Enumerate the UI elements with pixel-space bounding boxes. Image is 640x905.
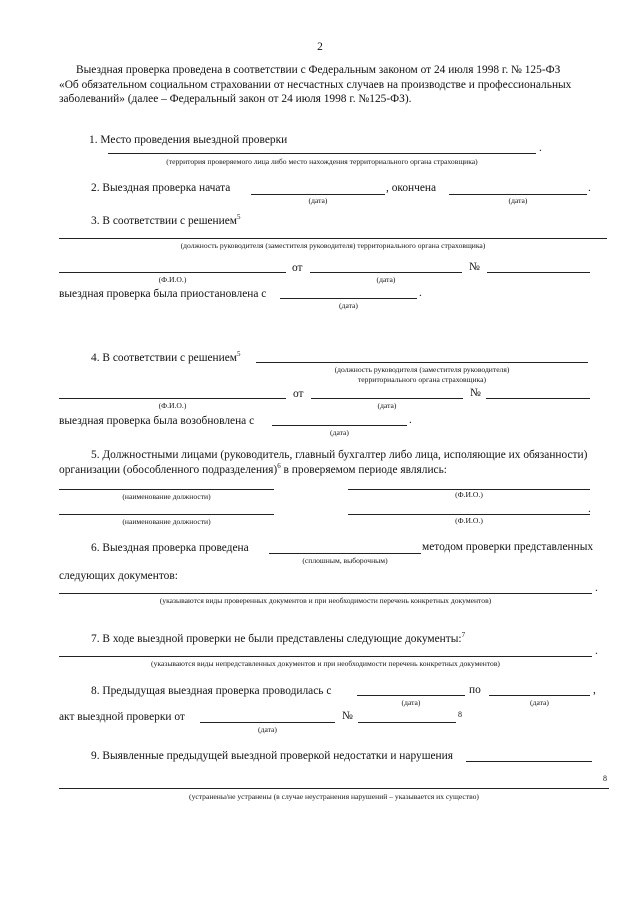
item-2-ended-label: , окончена (386, 182, 437, 194)
item-5-period: . (588, 503, 591, 515)
item-3-date-caption: (дата) (376, 275, 396, 284)
item-5-position-caption-2: (наименование должности) (122, 517, 211, 526)
item-8-act-number-field[interactable] (358, 722, 456, 723)
item-5-fio-field-2[interactable] (348, 514, 590, 515)
page-number: 2 (317, 41, 323, 53)
item-4-resumed-date-caption: (дата) (330, 428, 349, 437)
item-4-period: . (409, 414, 412, 426)
item-6-docs-label: следующих документов: (59, 570, 178, 582)
item-6-label: 6. Выездная проверка проведена (91, 542, 249, 554)
item-5-position-field-2[interactable] (59, 514, 274, 515)
item-2-end-date-field[interactable] (449, 194, 587, 195)
item-3-position-field[interactable] (59, 238, 607, 239)
item-2-period: . (588, 182, 591, 194)
item-9-footnote: 8 (603, 774, 607, 783)
item-5-fio-caption-2: (Ф.И.О.) (455, 516, 483, 525)
intro-line-1: Выездная проверка проведена в соответствии с Федеральным законом от 24 июля 1998 г. № 125-ФЗ (76, 64, 561, 76)
item-2-start-date-caption: (дата) (308, 196, 328, 205)
item-6-period: . (595, 582, 598, 594)
item-3-suspended-label: выездная проверка была приостановлена с (59, 288, 267, 300)
item-5-line-2: организации (обособленного подразделения)$^6$ в проверяемом периоде являлись: (59, 462, 447, 476)
item-4-label: 4. В соответствии с решением$^5$ (91, 350, 241, 364)
item-8-footnote: 8 (458, 710, 462, 719)
item-8-to-date-caption: (дата) (530, 698, 549, 707)
item-4-resumed-label: выездная проверка была возобновлена с (59, 415, 255, 427)
item-4-footnote: 5 (236, 350, 241, 359)
item-1-caption: (территория проверяемого лица либо место нахождения территориального органа страховщика) (166, 157, 478, 166)
item-7-period: . (595, 645, 598, 657)
item-7-docs-field[interactable] (59, 656, 592, 657)
item-6-docs-field[interactable] (59, 593, 592, 594)
item-4-position-caption-1: (должность руководителя (заместителя руководителя) (334, 365, 510, 374)
item-3-fio-field[interactable] (59, 272, 286, 273)
item-3-decision-date-field[interactable] (310, 272, 462, 273)
item-3-label: 3. В соответствии с решением$^5$ (91, 213, 241, 227)
item-3-fio-caption: (Ф.И.О.) (158, 275, 187, 284)
item-4-resumed-date-field[interactable] (272, 425, 407, 426)
item-6-method-field[interactable] (269, 553, 421, 554)
item-9-status-field[interactable] (59, 788, 609, 789)
item-8-to-date-field[interactable] (489, 695, 590, 696)
item-4-from-label: от (293, 388, 304, 400)
item-3-position-caption: (должность руководителя (заместителя руководителя) территориального органа страховщика) (180, 241, 486, 250)
item-4-date-caption: (дата) (377, 401, 397, 410)
item-4-decision-date-field[interactable] (311, 398, 463, 399)
item-1-period: . (539, 142, 542, 154)
intro-line-2: «Об обязательном социальном страховании от несчастных случаев на производстве и профессиональных (59, 79, 572, 91)
item-7-footnote: 7 (461, 631, 466, 640)
item-3-footnote: 5 (236, 213, 241, 222)
item-4-decision-number-field[interactable] (486, 398, 590, 399)
item-1-label: 1. Место проведения выездной проверки (89, 134, 288, 146)
item-5-line-1: 5. Должностными лицами (руководитель, главный бухгалтер либо лица, исполяющие их обязанности) (91, 449, 588, 461)
item-9-inline-field[interactable] (466, 761, 592, 762)
item-2-start-date-field[interactable] (251, 194, 385, 195)
item-7-caption: (указываются виды непредставленных документов и при необходимости перечень конкретных документов) (151, 659, 500, 668)
item-9-caption: (устранены/не устранены (в случае неустранения нарушений – указывается их существо) (189, 792, 479, 801)
item-7-label: 7. В ходе выездной проверки не были представлены следующие документы:$^7$ (91, 631, 466, 645)
item-5-fio-caption-1: (Ф.И.О.) (455, 490, 483, 499)
item-3-suspended-date-field[interactable] (280, 298, 417, 299)
item-4-fio-caption: (Ф.И.О.) (158, 401, 187, 410)
item-3-from-label: от (292, 262, 303, 274)
item-8-to-label: по (469, 684, 481, 696)
intro-line-3: заболеваний» (далее – Федеральный закон от 24 июля 1998 г. №125-ФЗ). (59, 93, 412, 105)
item-4-fio-field[interactable] (59, 398, 286, 399)
item-8-from-date-caption: (дата) (401, 698, 421, 707)
item-8-act-label: акт выездной проверки от (59, 711, 185, 723)
item-1-place-field[interactable] (108, 153, 536, 154)
item-5-position-caption-1: (наименование должности) (122, 492, 211, 501)
item-6-method-caption: (сплошным, выборочным) (302, 556, 388, 565)
item-6-method-label: методом проверки представленных (422, 541, 594, 553)
item-8-comma: , (593, 684, 596, 696)
item-5-position-field-1[interactable] (59, 489, 274, 490)
item-8-act-date-caption: (дата) (258, 725, 277, 734)
item-8-act-date-field[interactable] (200, 722, 335, 723)
item-6-docs-caption: (указываются виды проверенных документов и при необходимости перечень конкретных документов) (159, 596, 492, 605)
item-4-number-sign: № (470, 387, 481, 399)
item-4-position-caption-2: территориального органа страховщика) (357, 375, 487, 384)
item-4-position-field[interactable] (256, 362, 588, 363)
item-9-label: 9. Выявленные предыдущей выездной проверкой недостатки и нарушения (91, 750, 453, 762)
item-2-label: 2. Выездная проверка начата (91, 182, 231, 194)
item-2-end-date-caption: (дата) (508, 196, 528, 205)
item-8-from-date-field[interactable] (357, 695, 465, 696)
item-8-number-sign: № (342, 710, 353, 722)
item-3-suspended-date-caption: (дата) (339, 301, 358, 310)
item-3-number-sign: № (469, 261, 480, 273)
item-3-decision-number-field[interactable] (487, 272, 590, 273)
item-3-period: . (419, 287, 422, 299)
item-5-footnote: 6 (277, 462, 281, 471)
item-8-label: 8. Предыдущая выездная проверка проводилась с (91, 685, 332, 697)
